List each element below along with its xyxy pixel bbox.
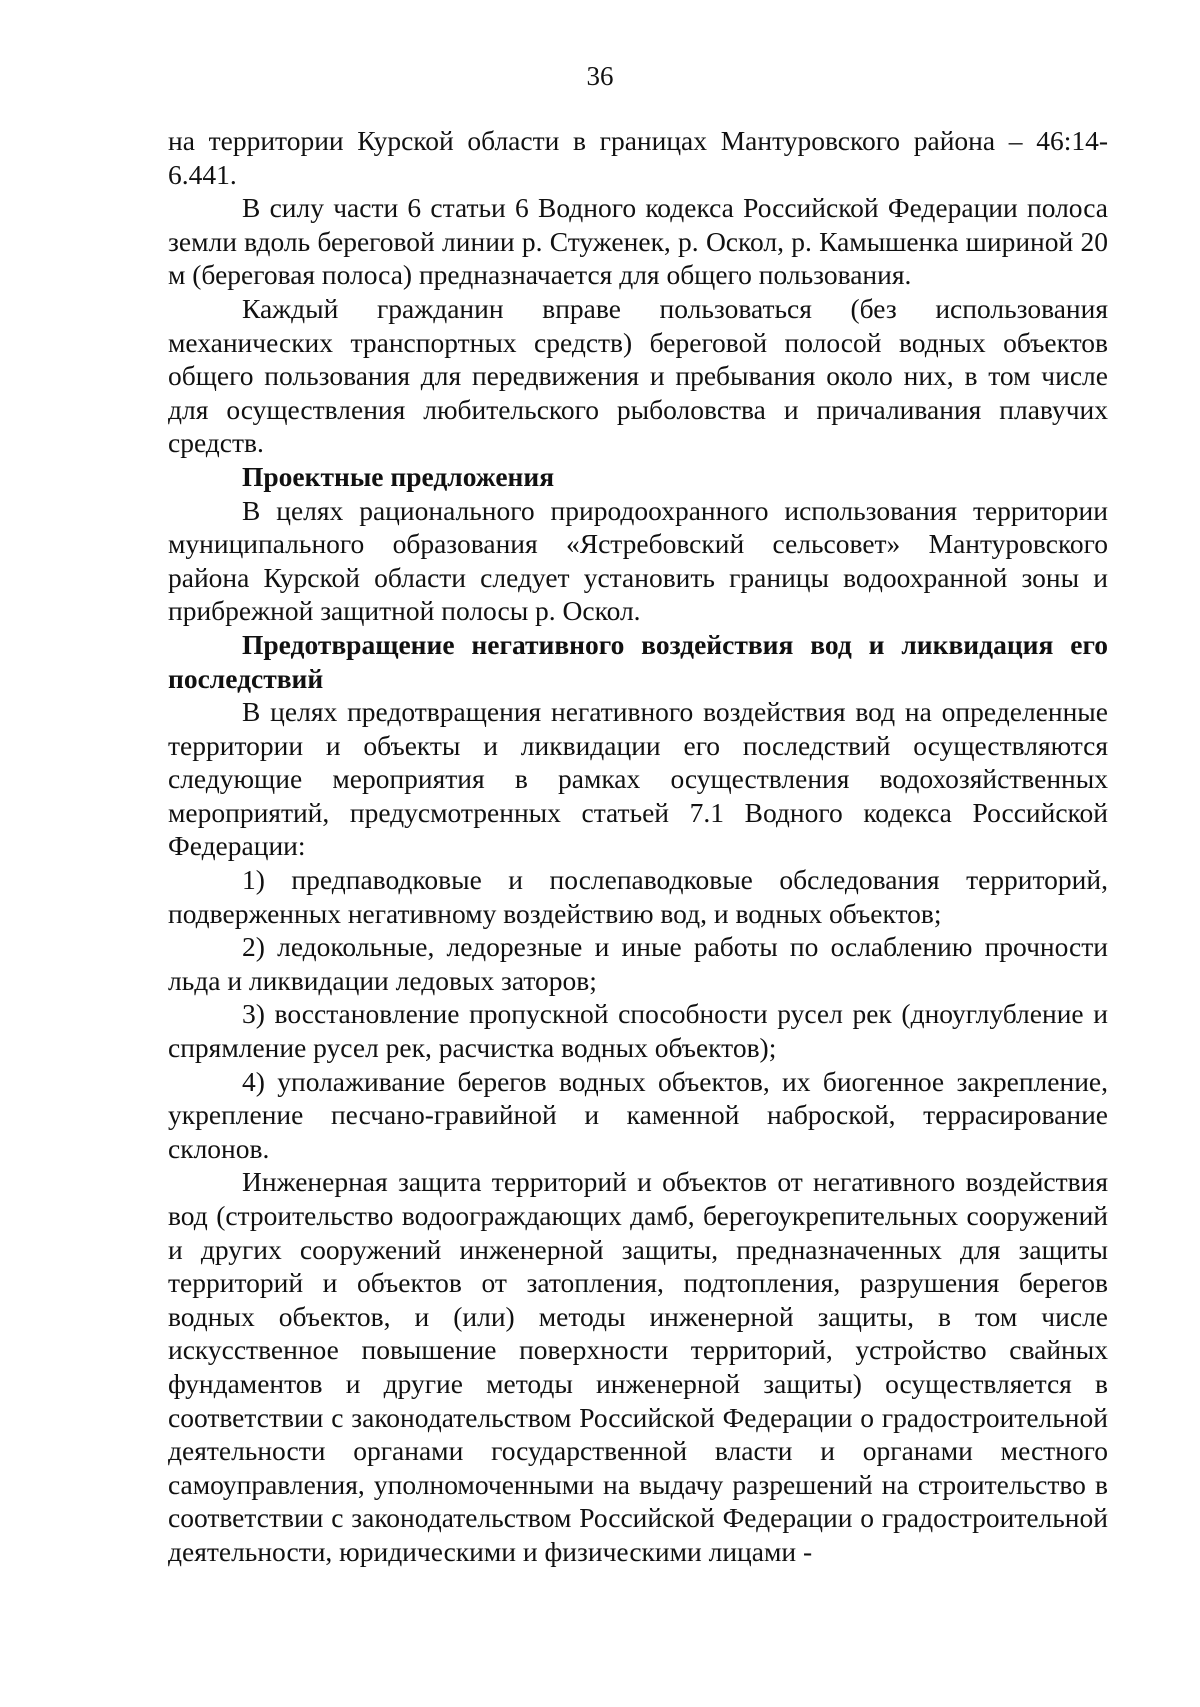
document-body [168,124,1108,1569]
paragraph-measures-intro: В целях предотвращения негативного воздействия вод на определенные территории и объекты и ликвидации его последствий осуществляются следующие мероприятия в рамках осуществления водохозяйственных мероприятий, предусмотренных статьей 7.1 Водного кодекса Российской Федерации: [168,696,1108,862]
page-number: 36 [586,61,614,91]
paragraph-citizen-rights: Каждый гражданин вправе пользоваться (без использования механических транспортных средств) береговой полосой водных объектов общего пользования для передвижения и пребывания около них, в том числе для осуществления любительского рыболовства и причаливания плавучих средств. [168,292,1108,459]
heading-project-proposals: Проектные предложения [242,460,555,492]
list-item-4: 4) уполаживание берегов водных объектов, их биогенное закрепление, укрепление песчано-гравийной и каменной наброской, террасирование склонов. [168,1065,1108,1164]
list-item-3: 3) восстановление пропускной способности русел рек (дноуглубление и спрямление русел рек, расчистка водных объектов); [168,998,1108,1064]
list-item-2: 2) ледокольные, ледорезные и иные работы по ослаблению прочности льда и ликвидации ледовых заторов; [168,931,1108,996]
paragraph-coastal-strip: В силу части 6 статьи 6 Водного кодекса Российской Федерации полоса земли вдоль береговой линии р. Стуженек, р. Оскол, р. Камышенка шириной 20 м (береговая полоса) предназначается для общего пользования. [168,192,1108,291]
heading-negative-impact-prevention: Предотвращение негативного воздействия вод и ликвидация его последствий [168,628,1108,694]
list-item-1: 1) предпаводковые и послепаводковые обследования территорий, подверженных негативному воздействию вод, и водных объектов; [168,864,1108,929]
paragraph-engineering-protection: Инженерная защита территорий и объектов от негативного воздействия вод (строительство водоограждающих дамб, берегоукрепительных сооружений и других сооружений инженерной защиты, предназначенных для защиты территорий и объектов от затопления, подтопления, разрушения берегов водных объектов, и (или) методы инженерной защиты, в том числе искусственное повышение поверхности территорий, устройство свайных фундаментов и другие методы инженерной защиты) осуществляется в соответствии с законодательством Российской Федерации о градостроительной деятельности органами государственной власти и органами местного самоуправления, уполномоченными на выдачу разрешений на строительство в соответствии с законодательством Российской Федерации о градостроительной деятельности, юридическими и физическими лицами - [168,1166,1108,1567]
paragraph-water-protection-zone: В целях рационального природоохранного использования территории муниципального образования «Ястребовский сельсовет» Мантуровского района Курской области следует установить границы водоохранной зоны и прибрежной защитной полосы р. Оскол. [168,494,1108,627]
paragraph-territory-code: на территории Курской области в границах Мантуровского района – 46:14-6.441. [168,125,1108,190]
